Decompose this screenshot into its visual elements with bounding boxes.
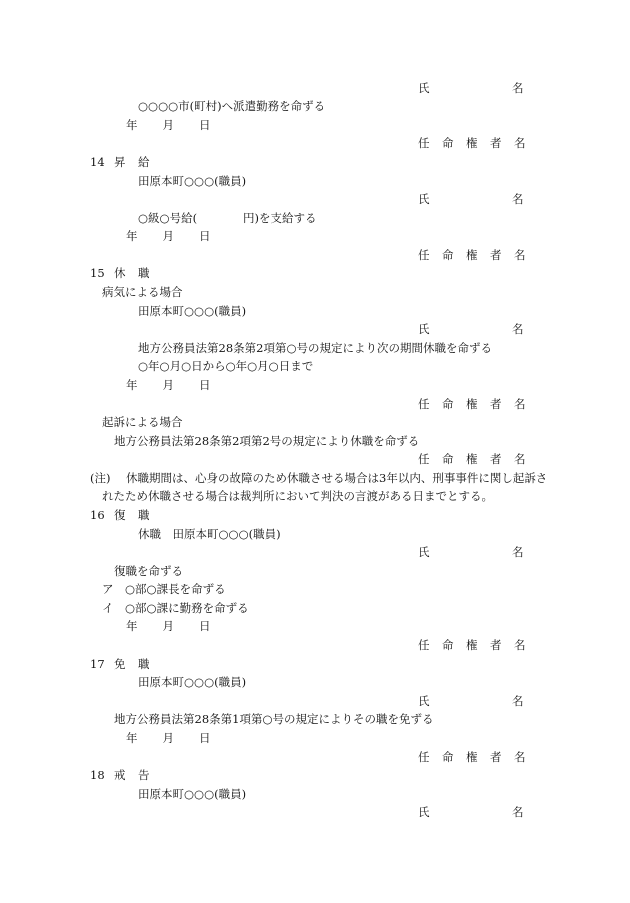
- appointer-label: 任命権者名: [418, 247, 538, 262]
- reinstatement-order: 復職を命ずる: [114, 563, 183, 578]
- note-line-2: れたため休職させる場合は裁判所において判決の言渡がある日までとする。: [102, 489, 493, 504]
- date-line: [0, 617, 630, 636]
- date-line: [0, 227, 630, 246]
- appointer-line: [0, 395, 630, 414]
- leave-order: 地方公務員法第28条第2項第○号の規定により次の期間休職を命ずる: [138, 340, 492, 355]
- appointer-line: [0, 246, 630, 265]
- section-heading-16: [0, 506, 630, 525]
- section-title: 戒告: [114, 768, 162, 783]
- name-label: 氏名: [418, 192, 606, 207]
- section-title: 昇給: [114, 155, 162, 169]
- leave-order-prosecution: 地方公務員法第28条第2項第2号の規定により休職を命ずる: [114, 433, 420, 448]
- date-line: [0, 376, 630, 395]
- section-title: 免職: [114, 656, 162, 671]
- name-line: [0, 692, 630, 711]
- section-number: 14: [90, 155, 105, 169]
- employee-line: 田原本町○○○(職員): [138, 786, 247, 801]
- option-item: イ ○部○課に勤務を命ずる: [102, 600, 249, 615]
- section-heading-17: [0, 655, 630, 674]
- document-page: [0, 79, 630, 822]
- date-line: [0, 729, 630, 748]
- dispatch-order: ○○○○市(町村)へ派遣勤務を命ずる: [138, 99, 326, 114]
- employee-line: 田原本町○○○(職員): [138, 675, 247, 690]
- section-heading-14: [0, 153, 630, 172]
- date-label: 年月日: [126, 117, 236, 132]
- name-label: 氏名: [418, 80, 606, 95]
- appointer-label: 任命権者名: [418, 638, 538, 653]
- section-number: 16: [90, 507, 105, 522]
- note-line-1: [0, 469, 630, 488]
- dismissal-order: 地方公務員法第28条第1項第○号の規定によりその職を免ずる: [114, 712, 434, 727]
- date-line: [0, 116, 630, 135]
- case-heading-illness: 病気による場合: [102, 285, 183, 300]
- appointer-line: [0, 748, 630, 767]
- appointer-line: [0, 450, 630, 469]
- section-heading-15: [0, 264, 630, 283]
- employee-line: 田原本町○○○(職員): [138, 303, 247, 318]
- appointer-label: 任命権者名: [418, 396, 538, 411]
- employee-line: 休職 田原本町○○○(職員): [138, 526, 281, 541]
- salary-order: ○級○号給( 円)を支給する: [138, 210, 317, 225]
- section-title: 休職: [114, 266, 162, 281]
- name-label: 氏名: [418, 693, 606, 708]
- date-label: 年月日: [126, 377, 236, 392]
- date-label: 年月日: [126, 229, 236, 244]
- name-label: 氏名: [418, 805, 606, 820]
- note-label: (注): [90, 470, 111, 485]
- section-number: 17: [90, 656, 105, 671]
- option-item: ア ○部○課長を命ずる: [102, 582, 226, 597]
- appointer-line: [0, 636, 630, 655]
- section-number: 15: [90, 266, 105, 281]
- note-text: 休職期間は、心身の故障のため休職させる場合は3年以内、刑事事件に関し起訴さ: [126, 470, 548, 485]
- case-heading-prosecution: 起訴による場合: [102, 415, 183, 430]
- name-line: [0, 190, 630, 209]
- name-line: [0, 543, 630, 562]
- name-label: 氏名: [418, 322, 606, 337]
- section-title: 復職: [114, 507, 162, 522]
- name-line: [0, 803, 630, 822]
- date-label: 年月日: [126, 619, 236, 634]
- leave-period: ○年○月○日から○年○月○日まで: [138, 359, 314, 374]
- date-label: 年月日: [126, 730, 236, 745]
- name-label: 氏名: [418, 545, 606, 560]
- appointer-label: 任命権者名: [418, 749, 538, 764]
- appointer-line: [0, 134, 630, 153]
- name-line: [0, 320, 630, 339]
- section-heading-18: [0, 766, 630, 785]
- appointer-label: 任命権者名: [418, 452, 538, 467]
- appointer-label: 任命権者名: [418, 136, 538, 151]
- name-line: [0, 79, 630, 98]
- section-number: 18: [90, 768, 105, 783]
- employee-line: 田原本町○○○(職員): [138, 173, 247, 188]
